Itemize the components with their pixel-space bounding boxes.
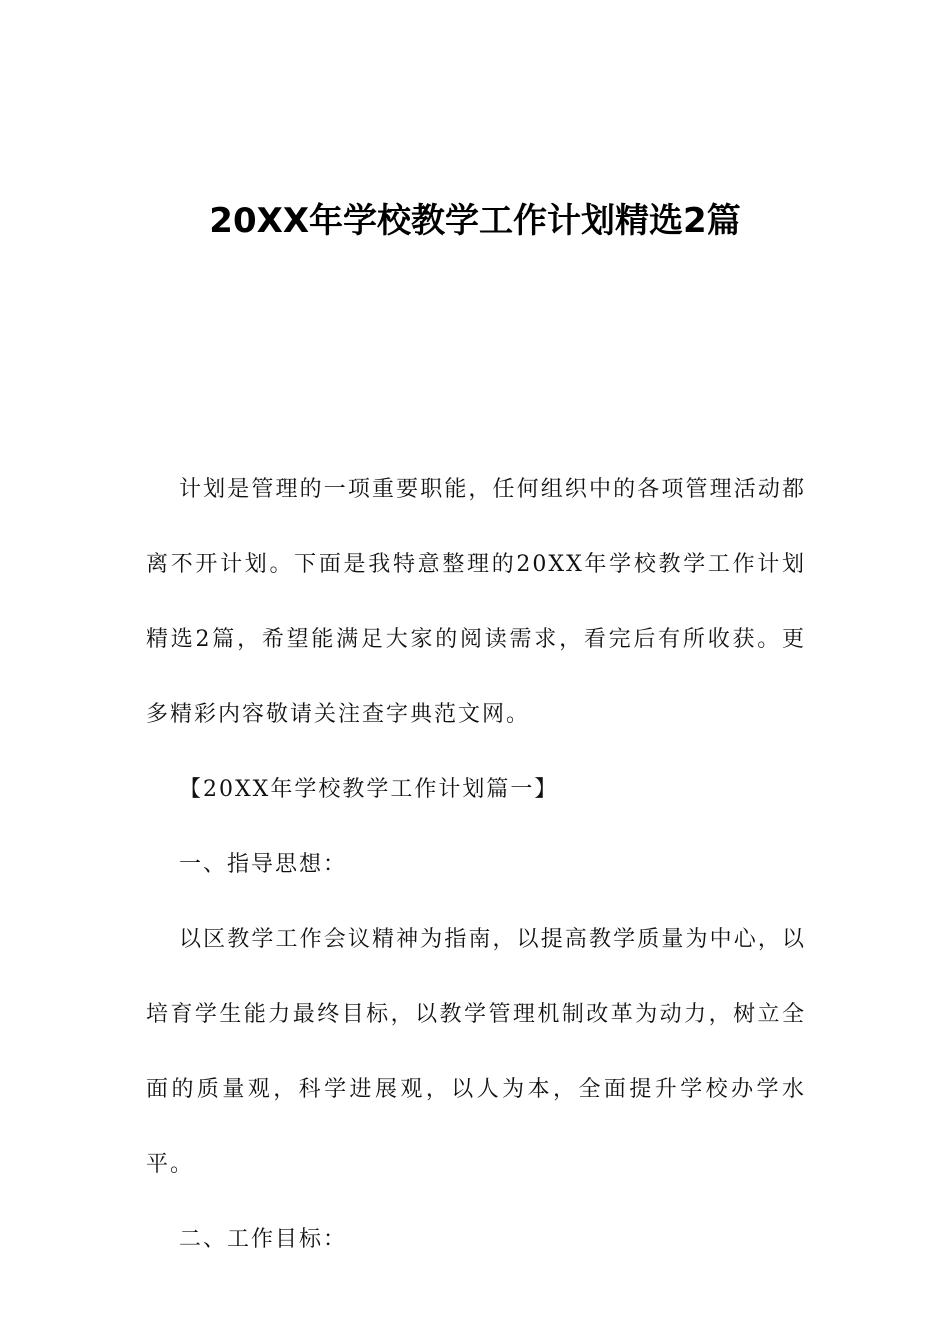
heading-guiding-ideology: 一、指导思想： [179, 852, 348, 877]
heading-work-goals: 二、工作目标： [179, 1227, 348, 1252]
section-heading-part-one: 【20XX年学校教学工作计划篇一】 [179, 777, 559, 802]
guiding-ideology-paragraph: 以区教学工作会议精神为指南，以提高教学质量为中心，以培育学生能力最终目标，以教学管理机制改革为动力，树立全面的质量观，科学进展观，以人为本，全面提升学校办学水平。 [146, 927, 806, 1177]
document-body [146, 452, 806, 1277]
intro-paragraph: 计划是管理的一项重要职能，任何组织中的各项管理活动都离不开计划。下面是我特意整理的20XX年学校教学工作计划精选2篇，希望能满足大家的阅读需求，看完后有所收获。更多精彩内容敬请关注查字典范文网。 [146, 477, 806, 727]
document-title: 20XX年学校教学工作计划精选2篇 [209, 201, 741, 241]
